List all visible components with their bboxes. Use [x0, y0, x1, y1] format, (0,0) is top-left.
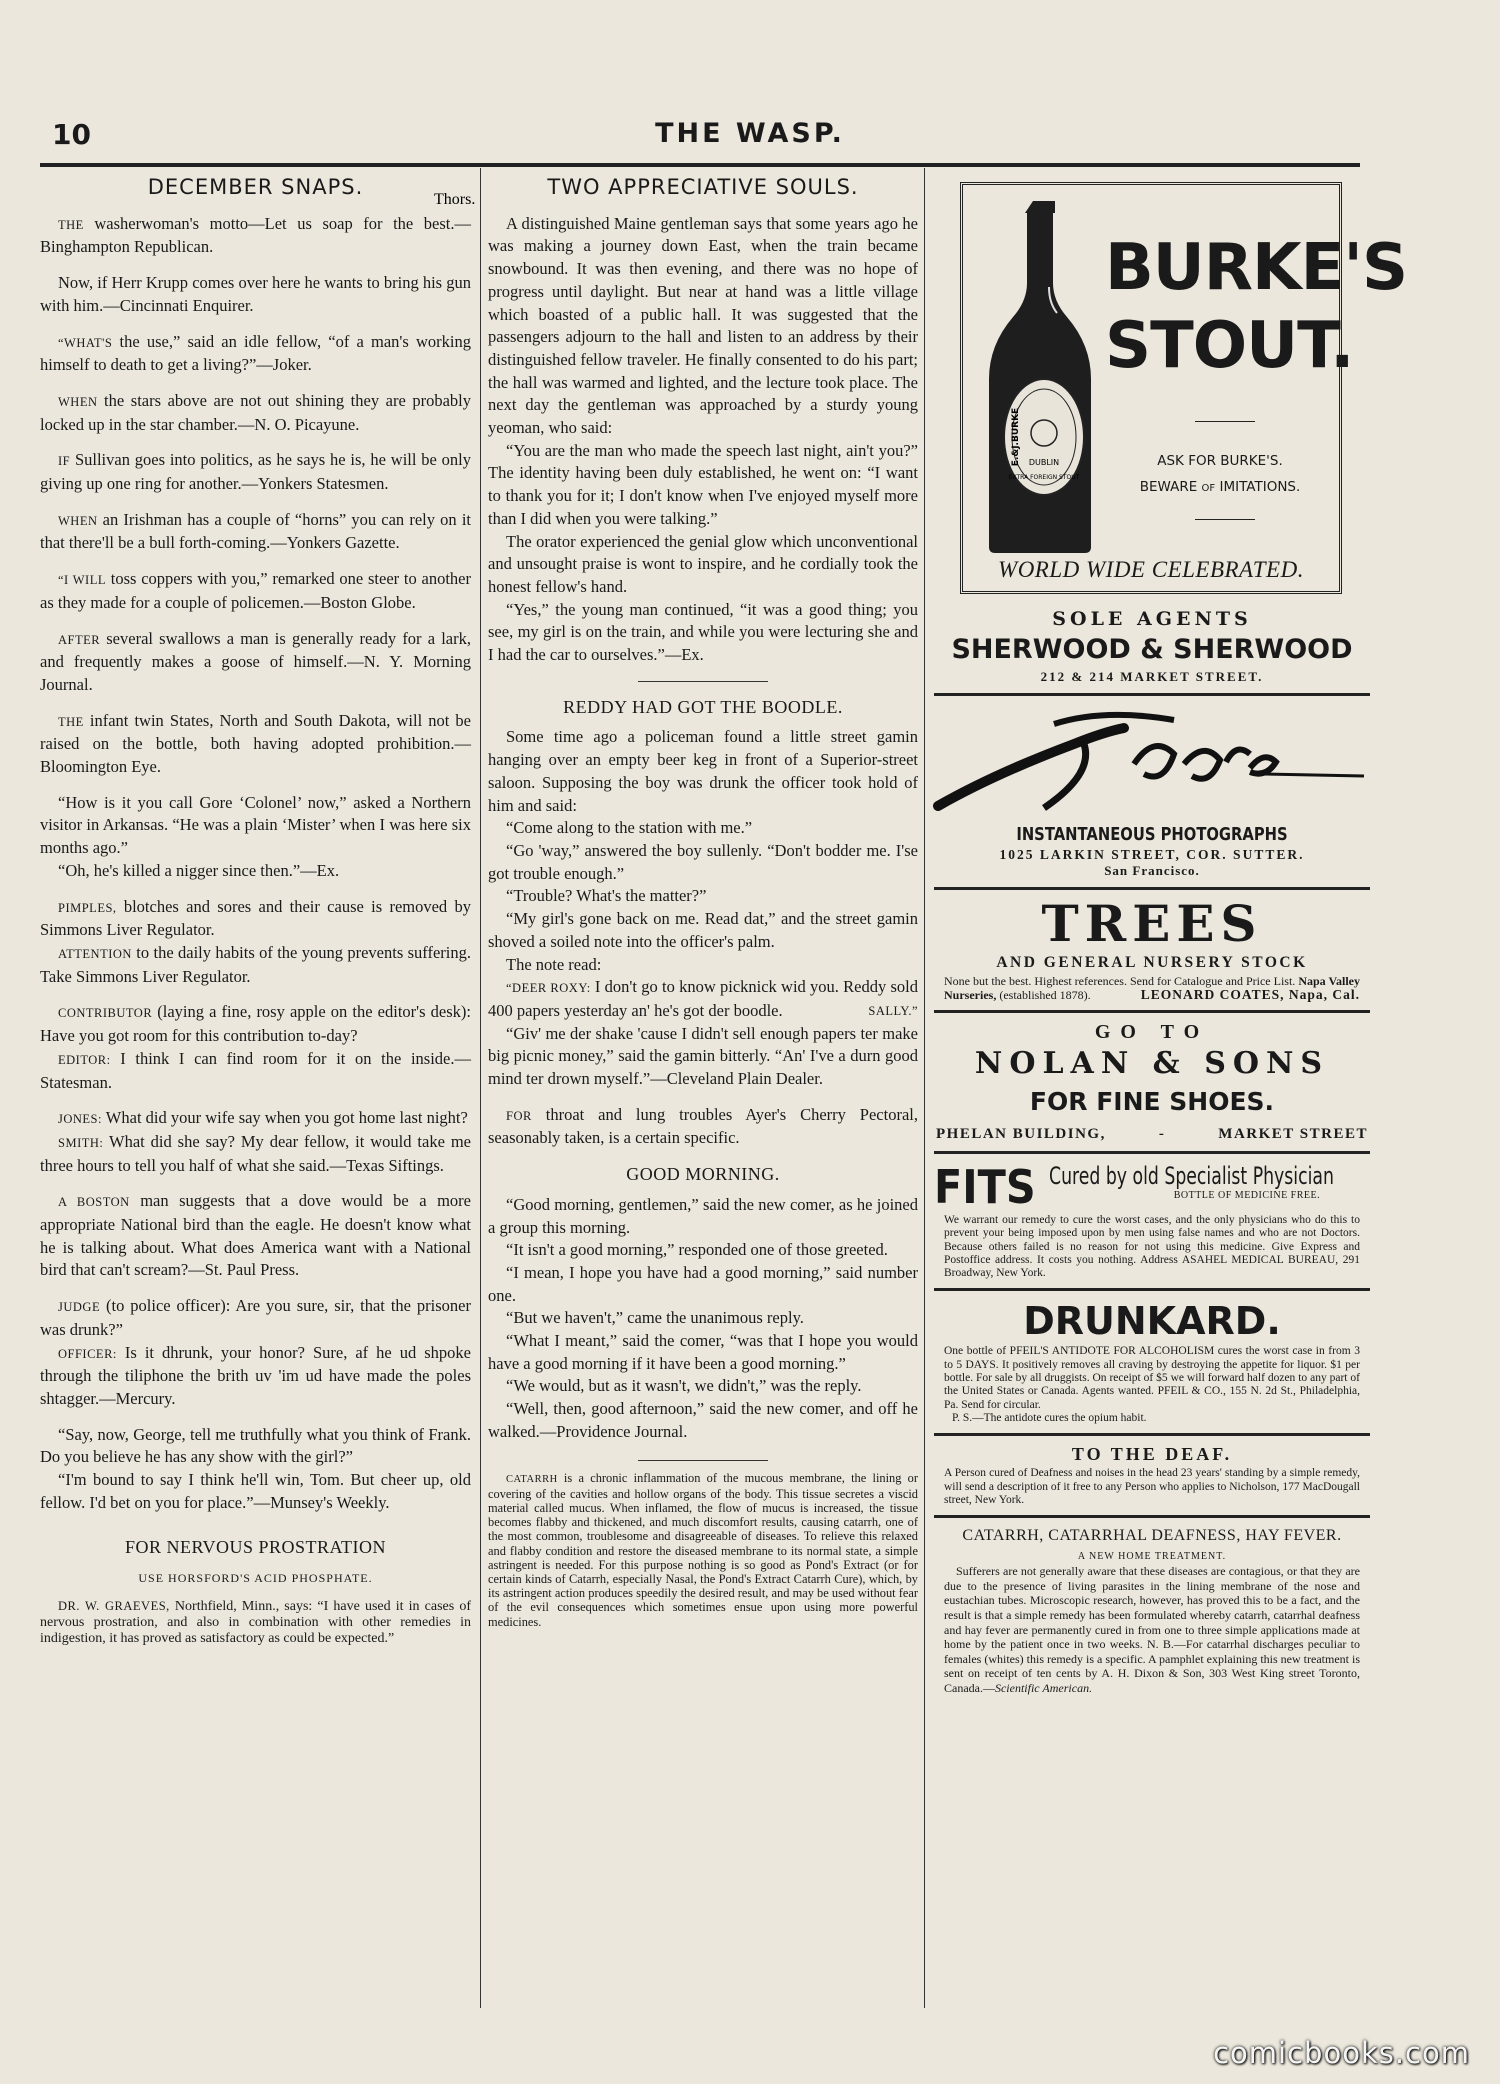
article-paragraph: The orator experienced the genial glow which unconventional and unsought praise is wont to inspire, and he cordially took the honest fellow's hand.	[488, 531, 918, 596]
note-text: “DEER ROXY: I don't go to know picknick wid you. Reddy sold 400 papers yesterday an' he's got der boodle. SALLY.”	[488, 976, 918, 1022]
divider-line	[1195, 421, 1255, 422]
article-paragraph: “Giv' me der shake 'cause I didn't sell enough papers ter make big picnic money,” said the gamin bitterly. “An' I've a durn good mind ter drown myself.”—Cleveland Plain Dealer.	[488, 1023, 918, 1089]
sole-agents: SOLE AGENTS	[1052, 608, 1252, 630]
watermark: comicbooks.com	[1213, 2036, 1470, 2070]
snap-item: “Oh, he's killed a nigger since then.”—Ex.	[58, 860, 340, 880]
ad-divider	[934, 1433, 1370, 1436]
snap-item: ATTENTION to the daily habits of the young prevents suffering. Take Simmons Liver Regulator.	[40, 942, 471, 986]
snap-item: “I WILL toss coppers with you,” remarked one steer to another as they made for a couple of policemen.—Boston Globe.	[40, 569, 471, 612]
separator-rule	[638, 1460, 768, 1461]
fits-title: FITS	[934, 1160, 1036, 1214]
divider-line	[1195, 519, 1255, 520]
drunkard-text: One bottle of PFEIL'S ANTIDOTE FOR ALCOHOLISM cures the worst case in from 3 to 5 DAYS. It positively removes all craving by destroying the appetite for liquor. $1 per bottle. For sale by all druggists. On receipt of $5 we will forward half dozen to any part of the United States or Canada. Agents wanted. PFEIL & CO., 155 N. 2d St., Philadelphia, Pa. Send for circular.	[944, 1345, 1360, 1411]
bottle-label-brand: E.&J.BURKE	[1011, 407, 1021, 467]
snap-item: SMITH: What did she say? My dear fellow, it would take me three hours to tell you half of what she said.—Texas Siftings.	[40, 1131, 471, 1175]
instantaneous-photographs: INSTANTANEOUS PHOTOGRAPHS	[1016, 824, 1288, 845]
snap-item: “How is it you call Gore ‘Colonel’ now,” asked a Northern visitor in Arkansas. “He was a plain ‘Mister’ when I was here six months ago.”	[40, 792, 471, 858]
article-paragraph: “Well, then, good afternoon,” said the new comer, and off he walked.—Providence Journal.	[488, 1399, 918, 1441]
drunkard-title: DRUNKARD.	[1023, 1299, 1281, 1344]
ad-divider	[934, 887, 1370, 890]
snap-item: “I'm bound to say I think he'll win, Tom. But cheer up, old fellow. I'd bet on you for place.”—Munsey's Weekly.	[40, 1470, 471, 1512]
separator-rule	[638, 681, 768, 682]
ad-divider	[934, 1288, 1370, 1291]
snap-item: “WHAT'S the use,” said an idle fellow, “of a man's working himself to death to get a living?”—Joker.	[40, 331, 471, 375]
snap-item: Now, if Herr Krupp comes over here he wants to bring his gun with him.—Cincinnati Enquirer.	[40, 273, 471, 315]
catarrh-ad-heading: CATARRH, CATARRHAL DEAFNESS, HAY FEVER.	[962, 1527, 1342, 1545]
snaps-list	[40, 213, 471, 1515]
good-morning-heading: GOOD MORNING.	[626, 1164, 780, 1185]
article-paragraph: “We would, but as it wasn't, we didn't,” was the reply.	[506, 1376, 862, 1396]
nolan-address: PHELAN BUILDING, - MARKET STREET	[936, 1126, 1368, 1142]
catarrh-ad-text: Sufferers are not generally aware that these diseases are contagious, or that they are due to the presence of living parasites in the lining membrane of the nose and eustachian tubes. Microscopic research, however, has proved this to be a fact, and the result is that a simple remedy has been formulated whereby catarrh, catarrhal deafness and hay fever are permanently cured in from one to three simple applications made at home by the patient once in two weeks. N. B.—For catarrhal discharges peculiar to females (whites) this remedy is a specific. A pamphlet explaining this new treatment is sent on receipt of ten cents by A. H. Dixon & Son, 303 West King street Toronto, Canada.—Scientific American.	[944, 1564, 1360, 1695]
sherwood-address: 212 & 214 MARKET STREET.	[1040, 669, 1264, 684]
reddy-heading: REDDY HAD GOT THE BOODLE.	[563, 696, 843, 717]
article-paragraph: Some time ago a policeman found a little street gamin hanging over an empty beer keg in front of a Superior-street saloon. Supposing the boy was drunk the officer took hold of him and said:	[488, 727, 918, 815]
beware-imitations: BEWARE OF IMITATIONS.	[1139, 479, 1301, 495]
ad-divider	[934, 1151, 1370, 1154]
snap-item: “Say, now, George, tell me truthfully what you think of Frank. Do you believe he has any show with the girl?”	[40, 1424, 471, 1467]
snap-item: EDITOR: I think I can find room for it on the inside.—Statesman.	[40, 1048, 471, 1092]
snap-item: CONTRIBUTOR (laying a fine, rosy apple on the editor's desk): Have you got room for this contribution to-day?	[40, 1002, 471, 1046]
article-paragraph: “You are the man who made the speech last night, ain't you?” The identity having been duly established, he went on: “I want to thank you for it; I don't know when I've enjoyed myself more than I did when you were talking.”	[488, 440, 918, 528]
snap-item: OFFICER: Is it dhrunk, your honor? Sure, af he ud shpoke through the tiliphone the brith uv 'im ud have made the poles shtagger.—Mercury.	[40, 1342, 471, 1408]
note-signature: SALLY.”	[868, 1003, 918, 1018]
catarrh-ad-subheading: A NEW HOME TREATMENT.	[1077, 1551, 1227, 1563]
article-paragraph: A distinguished Maine gentleman says that some years ago he was making a journey down East, when the train became snowbound. It was then evening, and there was no hope of progress until daylight. But near at hand was a little village which boasted of a public hall. It was suggested that the passengers adjourn to the hall and listen to an address by their distinguished fellow traveler. He finally consented to do his part; the hall was warmed and lighted, and the lecture took place. The next day the gentleman was approached by a sturdy young yeoman, who said:	[488, 213, 918, 438]
thors-address: 1025 LARKIN STREET, COR. SUTTER.	[999, 847, 1305, 862]
fits-ad	[934, 1162, 1370, 1212]
ad-divider	[934, 1515, 1370, 1518]
ayer-notice: FOR throat and lung troubles Ayer's Cherry Pectoral, seasonably taken, is a certain specific.	[488, 1104, 918, 1148]
burkes-title: BURKE'S STOUT.	[1105, 231, 1408, 383]
snap-item: THE washerwoman's motto—Let us soap for the best.—Binghampton Republican.	[40, 213, 471, 257]
column-rule-1	[480, 168, 481, 2008]
article-paragraph: “Good morning, gentlemen,” said the new comer, as he joined a group this morning.	[488, 1194, 918, 1237]
bottle-label-product: EXTRA FOREIGN STOUT	[1008, 474, 1080, 481]
thors-script-text: Thors.	[434, 191, 476, 208]
snap-item: IF Sullivan goes into politics, as he says he is, he will be only giving up one ring for another.—Yonkers Statesmen.	[40, 450, 471, 494]
article-paragraph: “It isn't a good morning,” responded one of those greeted.	[506, 1240, 888, 1260]
nervous-heading: FOR NERVOUS PROSTRATION	[124, 1537, 387, 1558]
snap-item: THE infant twin States, North and South Dakota, will not be raised on the bottle, both having adopted prohibition.—Bloomington Eye.	[40, 710, 471, 777]
nervous-subheading: USE HORSFORD'S ACID PHOSPHATE.	[138, 1571, 373, 1586]
bottle-label-city: DUBLIN	[1028, 458, 1060, 467]
article-paragraph: “Trouble? What's the matter?”	[506, 886, 707, 906]
deaf-text: A Person cured of Deafness and noises in the head 23 years' standing by a simple remedy, will send a description of it free to any Person who applies to Nicholson, 177 MacDougall street, New York.	[944, 1467, 1360, 1506]
article-paragraph: “But we haven't,” came the unanimous reply.	[506, 1308, 804, 1328]
fits-cured: Cured by old Specialist Physician	[1049, 1162, 1334, 1190]
ad-divider	[934, 693, 1370, 696]
snap-item: JONES: What did your wife say when you got home last night?	[58, 1108, 468, 1128]
column-december-snaps	[40, 172, 471, 1660]
header-rule	[40, 163, 1360, 167]
burkes-stout-ad	[960, 182, 1408, 594]
snap-item: WHEN the stars above are not out shining they are probably locked up in the star chamber.—N. O. Picayune.	[40, 390, 471, 434]
trees-description: None but the best. Highest references. Send for Catalogue and Price List. Napa Valley Nurseries, (established 1878). LEONARD COATES, Napa, Cal.	[944, 974, 1361, 1002]
snap-item: PIMPLES, blotches and sores and their cause is removed by Simmons Liver Regulator.	[40, 896, 471, 940]
snap-item: A BOSTON man suggests that a dove would be a more appropriate National bird than the eagle. He doesn't know what he is talking about. What does America want with a National bird that can't scream?—St. Paul Press.	[40, 1191, 471, 1280]
thors-city: San Francisco.	[1104, 863, 1200, 878]
column-two-souls	[488, 172, 918, 1642]
two-souls-heading: TWO APPRECIATIVE SOULS.	[547, 175, 859, 199]
ask-for-burkes: ASK FOR BURKE'S.	[1157, 453, 1283, 469]
nervous-text: DR. W. GRAEVES, Northfield, Minn., says: “I have used it in cases of nervous prostration, and also in combination with other remedies in indigestion, it has proved as satisfactory as could be expected.”	[40, 1598, 471, 1646]
ad-divider	[934, 1010, 1370, 1013]
article-paragraph: The note read:	[506, 954, 602, 974]
fits-bottle-free: BOTTLE OF MEDICINE FREE.	[1173, 1190, 1321, 1201]
world-wide-celebrated: WORLD WIDE CELEBRATED.	[998, 557, 1304, 582]
catarrh-notice: CATARRH is a chronic inflammation of the mucous membrane, the lining or covering of the cavities and hollow organs of the body. This tissue secretes a viscid material called mucus. When inflamed, the flow of mucus is increased, the tissue becomes flabby and thickened, and much discomfort results, causing catarrh, one of the most common, troublesome and disagreeable of diseases. To relieve this relaxed and flabby condition and restore the diseased membrane to its normal state, a simple astringent is needed. For this purpose nothing is so good as Pond's Extract (or for certain kinds of Catarrh, especially Nasal, the Pond's Extract Catarrh Cure), which, by its astringent action produces speedily the desired result, and may be used without fear of the evil consequences which sometimes ensue upon using more powerful medicines.	[488, 1470, 918, 1629]
masthead-title: THE WASP.	[655, 118, 845, 149]
article-paragraph: “Yes,” the young man continued, “it was a good thing; you see, my girl is on the train, and while you were lecturing she and I had the car to ourselves.”—Ex.	[488, 599, 918, 665]
article-paragraph: “I mean, I hope you have had a good morning,” said number one.	[488, 1262, 918, 1305]
nolan-sons: NOLAN & SONS	[974, 1046, 1330, 1081]
snap-item: AFTER several swallows a man is generally ready for a lark, and frequently makes a goose of himself.—N. Y. Morning Journal.	[40, 628, 471, 694]
trees-title: TREES	[1041, 894, 1263, 953]
go-to: GO TO	[1094, 1021, 1210, 1043]
page-number: 10	[52, 118, 91, 151]
snap-item: JUDGE (to police officer): Are you sure, sir, that the prisoner was drunk?”	[40, 1296, 471, 1339]
article-paragraph: “My girl's gone back on me. Read dat,” and the street gamin shoved a soiled note into the officer's palm.	[488, 909, 918, 951]
snap-item: WHEN an Irishman has a couple of “horns” you can rely on it that there'll be a bull forth-coming.—Yonkers Gazette.	[40, 509, 471, 553]
article-paragraph: “Come along to the station with me.”	[506, 818, 753, 838]
drunkard-ps: P. S.—The antidote cures the opium habit.	[952, 1411, 1147, 1424]
fine-shoes: FOR FINE SHOES.	[1029, 1087, 1275, 1116]
fits-text: We warrant our remedy to cure the worst cases, and the only physicians who do this to prevent your being imposed upon by men using false names and who are not Doctors. Because others failed is no reason for not using this medicine. Give Express and Postoffice address. It costs you nothing. Address ASAHEL MEDICAL BUREAU, 291 Broadway, New York.	[944, 1214, 1360, 1280]
column-rule-2	[924, 168, 925, 2008]
december-snaps-heading: DECEMBER SNAPS.	[147, 175, 364, 199]
nursery-stock: AND GENERAL NURSERY STOCK	[996, 954, 1308, 971]
article-paragraph: “Go 'way,” answered the boy sullenly. “Don't bodder me. I'se got trouble enough.”	[488, 840, 918, 883]
article-paragraph: “What I meant,” said the comer, “was that I hope you would have a good morning if it have been a good morning.”	[488, 1331, 918, 1373]
to-the-deaf: TO THE DEAF.	[1071, 1444, 1233, 1465]
sherwood-name: SHERWOOD & SHERWOOD	[951, 634, 1353, 665]
stout-bottle-icon	[985, 197, 1103, 557]
